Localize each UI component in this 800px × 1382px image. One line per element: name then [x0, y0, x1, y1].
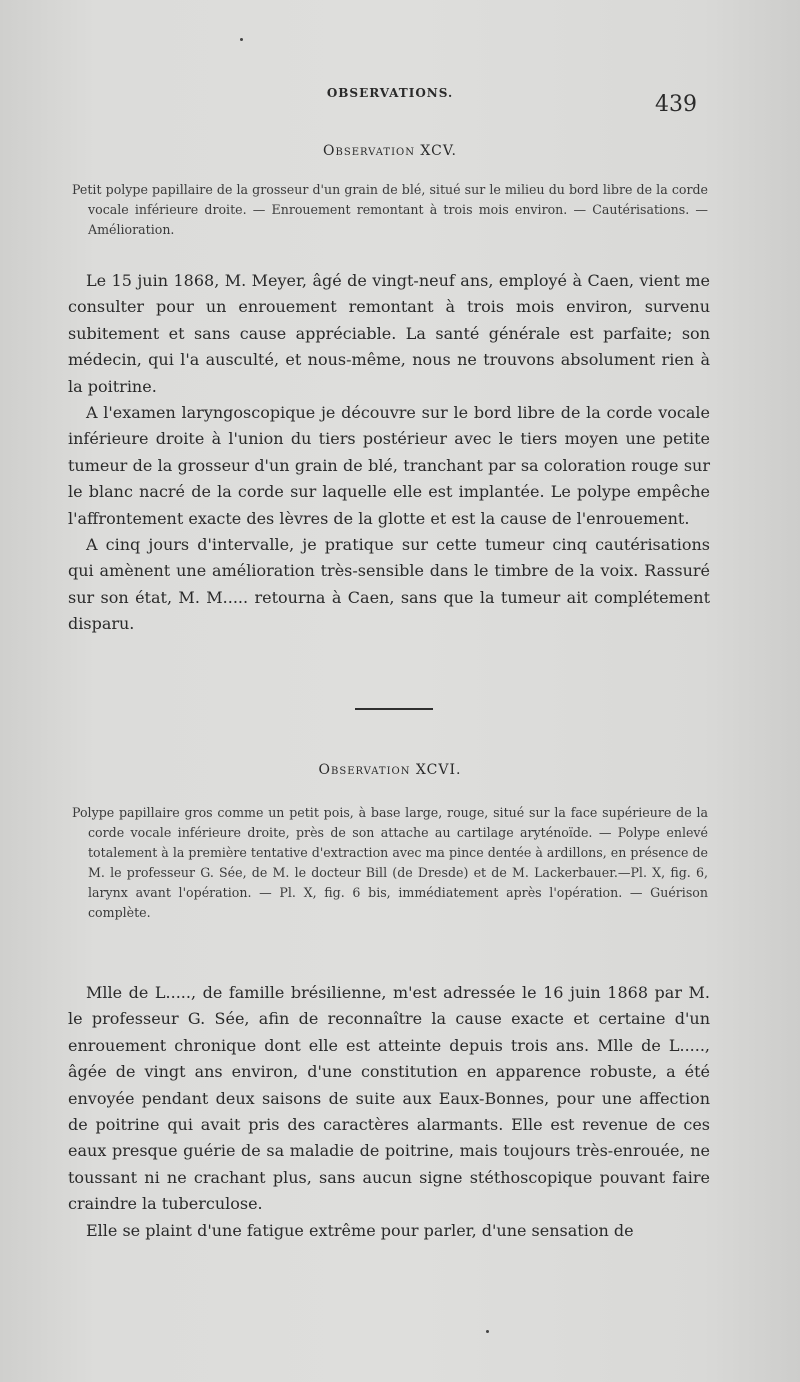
observation-95-title: Observation XCV.: [323, 143, 457, 159]
observation-96-paragraph: Mlle de L....., de famille brésilienne, m'est adressée le 16 juin 1868 par M. le professeur G. Sée, afin de reconnaître la cause exacte et certaine d'un enrouement chronique dont elle est atteinte depuis trois ans. Mlle de L....., âgée de vingt ans environ, d'une constitution en apparence robuste, a été envoyée pendant deux saisons de suite aux Eaux-Bonnes, pour une affection de poitrine qui avait pris des caractères alarmants. Elle est revenue de ces eaux presque guérie de sa maladie de poitrine, mais toujours très-enrouée, ne toussant ni ne crachant plus, sans aucun signe stéthoscopique pouvant faire craindre la tuberculose.: [68, 983, 710, 1214]
running-head: OBSERVATIONS.: [326, 86, 454, 100]
observation-95-body: [68, 268, 710, 638]
observation-96-body: [68, 980, 710, 1244]
observation-96-title: Observation XCVI.: [318, 762, 462, 778]
ink-speck: [486, 1330, 489, 1333]
observation-95-paragraph: A l'examen laryngoscopique je découvre sur le bord libre de la corde vocale inférieure droite à l'union du tiers postérieur avec le tiers moyen une petite tumeur de la grosseur d'un grain de blé, tranchant par sa coloration rouge sur le blanc nacré de la corde sur laquelle elle est implantée. Le polype empêche l'affrontement exacte des lèvres de la glotte et est la cause de l'enrouement.: [68, 403, 710, 528]
observation-96-paragraph: Elle se plaint d'une fatigue extrême pour parler, d'une sensation de: [86, 1220, 634, 1240]
observation-95-summary: [72, 180, 708, 240]
ink-speck: [240, 38, 243, 41]
observation-95-paragraph: Le 15 juin 1868, M. Meyer, âgé de vingt-neuf ans, employé à Caen, vient me consulter pour un enrouement remontant à trois mois environ, survenu subitement et sans cause appréciable. La santé générale est parfaite; son médecin, qui l'a ausculté, et nous-même, nous ne trouvons absolument rien à la poitrine.: [68, 271, 710, 396]
observation-96-summary: [72, 803, 708, 923]
section-divider: [355, 708, 433, 710]
observation-96-summary-text: Polype papillaire gros comme un petit pois, à base large, rouge, situé sur la face supérieure de la corde vocale inférieure droite, près de son attache au cartilage aryténoïde. — Polype enlevé totalement à la première tentative d'extraction avec ma pince dentée à ardillons, en présence de M. le professeur G. Sée, de M. le docteur Bill (de Dresde) et de M. Lackerbauer.—Pl. X, fig. 6, larynx avant l'opération. — Pl. X, fig. 6 bis, immédiatement après l'opération. — Guérison complète.: [72, 805, 708, 920]
page-number: 439: [655, 92, 697, 117]
observation-95-paragraph: A cinq jours d'intervalle, je pratique sur cette tumeur cinq cautérisations qui amènent une amélioration très-sensible dans le timbre de la voix. Rassuré sur son état, M. M..... retourna à Caen, sans que la tumeur ait complétement disparu.: [68, 535, 710, 634]
observation-95-summary-text: Petit polype papillaire de la grosseur d'un grain de blé, situé sur le milieu du bord libre de la corde vocale inférieure droite. — Enrouement remontant à trois mois environ. — Cautérisations. — Amélioration.: [72, 182, 708, 237]
